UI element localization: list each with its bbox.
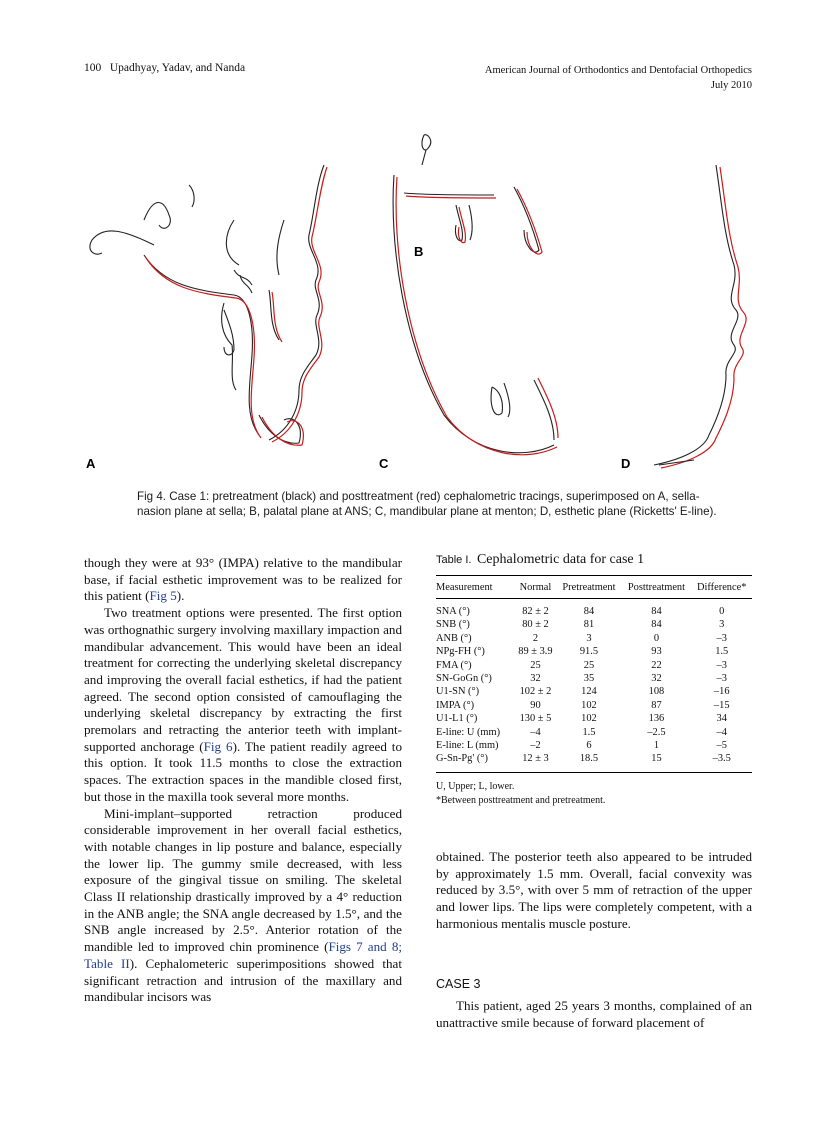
paragraph <box>84 806 402 1006</box>
table-cell: 84 <box>651 619 662 631</box>
table-cell: –15 <box>713 699 730 711</box>
table-cell: 22 <box>651 659 662 671</box>
running-header-left <box>84 62 245 74</box>
table-cell: E-line: L (mm) <box>436 740 499 752</box>
table-cell: 93 <box>651 646 662 658</box>
header-issue: July 2010 <box>710 80 752 91</box>
column-header: Posttreatment <box>621 576 691 599</box>
table-cell: 87 <box>651 699 662 711</box>
figure-caption: Fig 4. Case 1: pretreatment (black) and posttreatment (red) cephalometric tracings, superimposed on A, sella-nasion plane at sella; B, palatal plane at ANS; C, mandibular plane at menton; D, esthetic plane (Ricketts' E-line). <box>137 490 717 519</box>
table-cell: 90 <box>530 699 541 711</box>
text-run: though they were at 93° (IMPA) relative to the mandibular base, if facial esthetic improvement was to be realized for this patient ( <box>84 555 402 604</box>
table-cell: IMPA (°) <box>436 699 475 711</box>
table-cell: 136 <box>648 713 665 725</box>
table-cell: 81 <box>583 619 595 631</box>
left-column <box>84 555 402 1006</box>
table-cell: –3 <box>716 659 727 671</box>
table-cell: 91.5 <box>579 646 599 658</box>
table-cell: NPg-FH (°) <box>436 646 485 658</box>
table-row <box>436 659 752 672</box>
panel-d-tracing <box>654 165 746 468</box>
figure-reference-link[interactable]: Fig 5 <box>149 588 177 604</box>
table-cell: 82 ± 2 <box>522 606 549 617</box>
column-header: Measurement <box>436 576 514 599</box>
paragraph: obtained. The posterior teeth also appeared to be intruded by approximately 1.5 mm. Overall, facial convexity was reduced by 3.5°, with over 5 mm of retraction of the upper and lower lips. The lips were completely competent, with a harmonious mentalis muscle posture. <box>436 849 752 931</box>
table-cell: –3 <box>716 632 727 644</box>
table-cell: 35 <box>583 673 595 685</box>
table-row <box>436 632 752 645</box>
right-column-text <box>436 849 752 933</box>
table-1 <box>436 552 752 808</box>
panel-label-c: C <box>379 456 389 471</box>
table-cell: –2.5 <box>647 726 666 738</box>
table-row <box>436 672 752 685</box>
panel-label-d: D <box>621 456 631 471</box>
table-cell: –5 <box>716 740 727 752</box>
table-cell: E-line: U (mm) <box>436 726 501 738</box>
cephalometric-tracings <box>84 125 754 480</box>
table-cell: 2 <box>532 632 539 644</box>
table-footnote: *Between posttreatment and pretreatment. <box>436 794 606 806</box>
table-cell: 34 <box>716 713 727 725</box>
text-run: ). Cephalometeric superimpositions showed that significant retraction and intrusion of the maxillary and mandibular incisors was <box>84 955 402 1005</box>
table-cell: G-Sn-Pg' (°) <box>436 752 514 772</box>
table-label: Table I. <box>436 554 472 566</box>
table-cell: 1.5 <box>582 726 596 738</box>
table-cell: 130 ± 5 <box>519 713 552 725</box>
table-row <box>436 618 752 631</box>
table-cell: –3.5 <box>691 752 752 772</box>
text-run: ). The patient readily agreed to this option. It took 11.5 months to close the extraction spaces. The extraction spaces in the mandible closed first, but those in the maxilla took several more months. <box>84 738 402 804</box>
table-row <box>436 599 752 619</box>
table-cell: 3 <box>719 619 725 631</box>
table-cell: 124 <box>581 686 597 698</box>
table-row <box>436 685 752 698</box>
header-authors: Upadhyay, Yadav, and Nanda <box>109 62 246 74</box>
table-footnotes <box>436 780 752 808</box>
table-cell: –3 <box>716 673 727 685</box>
table-cell: 25 <box>583 659 595 671</box>
table-cell: 0 <box>719 606 725 617</box>
table-cell: 1 <box>653 740 660 752</box>
table-cell: 3 <box>586 632 592 644</box>
table-cell: 18.5 <box>556 752 621 772</box>
table-cell: 102 <box>581 713 597 725</box>
table-cell: SNA (°) <box>436 606 470 617</box>
panel-a-tracing <box>90 165 327 445</box>
table-cell: 0 <box>653 632 660 644</box>
table-row <box>436 739 752 752</box>
table-cell: 84 <box>583 606 595 617</box>
text-run: ). <box>176 588 185 604</box>
text-run: Mini-implant–supported retraction produced considerable improvement in her overall facial esthetics, with notable changes in lip posture and balance, especially the lower lip. The gummy smile decreased, with less exposure of the gingival tissue on smiling. The skeletal Class II relationship drastically improved by a 4° reduction in the ANB angle; the SNA angle decreased by 1.5°, and the SNB angle increased by 2.5°. Anterior rotation of the mandible led to improved chin prominence ( <box>84 805 402 955</box>
table-title <box>436 552 752 568</box>
table-cell: 108 <box>648 686 665 698</box>
panel-label-b: B <box>414 244 424 259</box>
column-header: Normal <box>514 576 556 599</box>
text-run: Two treatment options were presented. The first option was orthognathic surgery involving maxillary impaction and mandibular advancement. This would have been an ideal treatment for correcting the underlying skeletal discrepancy and improving the overall facial esthetics, if had the patient agreed. The second option consisted of camouflaging the underlying skeletal discrepancy by extracting the first premolars and retracting the anterior teeth with implant-supported anchorage ( <box>84 605 402 754</box>
panel-b-tracing <box>404 135 542 254</box>
paragraph <box>84 555 402 605</box>
cephalometric-table <box>436 575 752 773</box>
table-footnote: U, Upper; L, lower. <box>436 780 515 792</box>
table-cell: U1-SN (°) <box>436 686 480 698</box>
table-cell: 84 <box>651 606 662 617</box>
table-cell: 89 ± 3.9 <box>518 646 553 658</box>
table-cell: 1.5 <box>715 646 729 658</box>
table-cell: 15 <box>621 752 691 772</box>
table-cell: 6 <box>586 740 592 752</box>
column-header: Difference* <box>691 576 752 599</box>
table-cell: FMA (°) <box>436 659 472 671</box>
panel-c-tracing <box>393 175 558 455</box>
table-cell: 12 ± 3 <box>514 752 556 772</box>
header-journal: American Journal of Orthodontics and Dentofacial Orthopedics <box>484 65 752 76</box>
running-header-right <box>485 63 752 93</box>
table-cell: –16 <box>713 686 730 698</box>
column-header: Pretreatment <box>556 576 621 599</box>
table-row <box>436 752 752 772</box>
table-header-row <box>436 576 752 599</box>
table-cell: 102 ± 2 <box>519 686 552 698</box>
table-cell: 80 ± 2 <box>522 619 549 631</box>
table-row <box>436 712 752 725</box>
table-cell: U1-L1 (°) <box>436 713 478 725</box>
table-row <box>436 726 752 739</box>
page-number: 100 <box>84 62 102 74</box>
table-cell: –4 <box>716 726 727 738</box>
table-caption: Cephalometric data for case 1 <box>476 552 645 567</box>
figure-4 <box>84 125 754 480</box>
table-cell: 102 <box>581 699 597 711</box>
panel-label-a: A <box>86 456 96 471</box>
section-heading: CASE 3 <box>436 977 481 991</box>
table-cell: 32 <box>651 673 662 685</box>
table-row <box>436 699 752 712</box>
table-cell: 25 <box>530 659 541 671</box>
table-cell: SNB (°) <box>436 619 470 631</box>
table-row <box>436 645 752 658</box>
table-cell: SN-GoGn (°) <box>436 673 492 685</box>
figure-reference-link[interactable]: Figs 7 and 8; Table II <box>84 939 402 971</box>
paragraph <box>84 605 402 805</box>
paragraph: This patient, aged 25 years 3 months, complained of an unattractive smile because of forward placement of <box>436 998 752 1030</box>
table-cell: –2 <box>530 740 541 752</box>
table-cell: 32 <box>530 673 541 685</box>
table-cell: ANB (°) <box>436 632 472 644</box>
right-column-text-lower <box>436 998 752 1031</box>
table-cell: –4 <box>530 726 541 738</box>
figure-reference-link[interactable]: Fig 6 <box>203 738 233 754</box>
